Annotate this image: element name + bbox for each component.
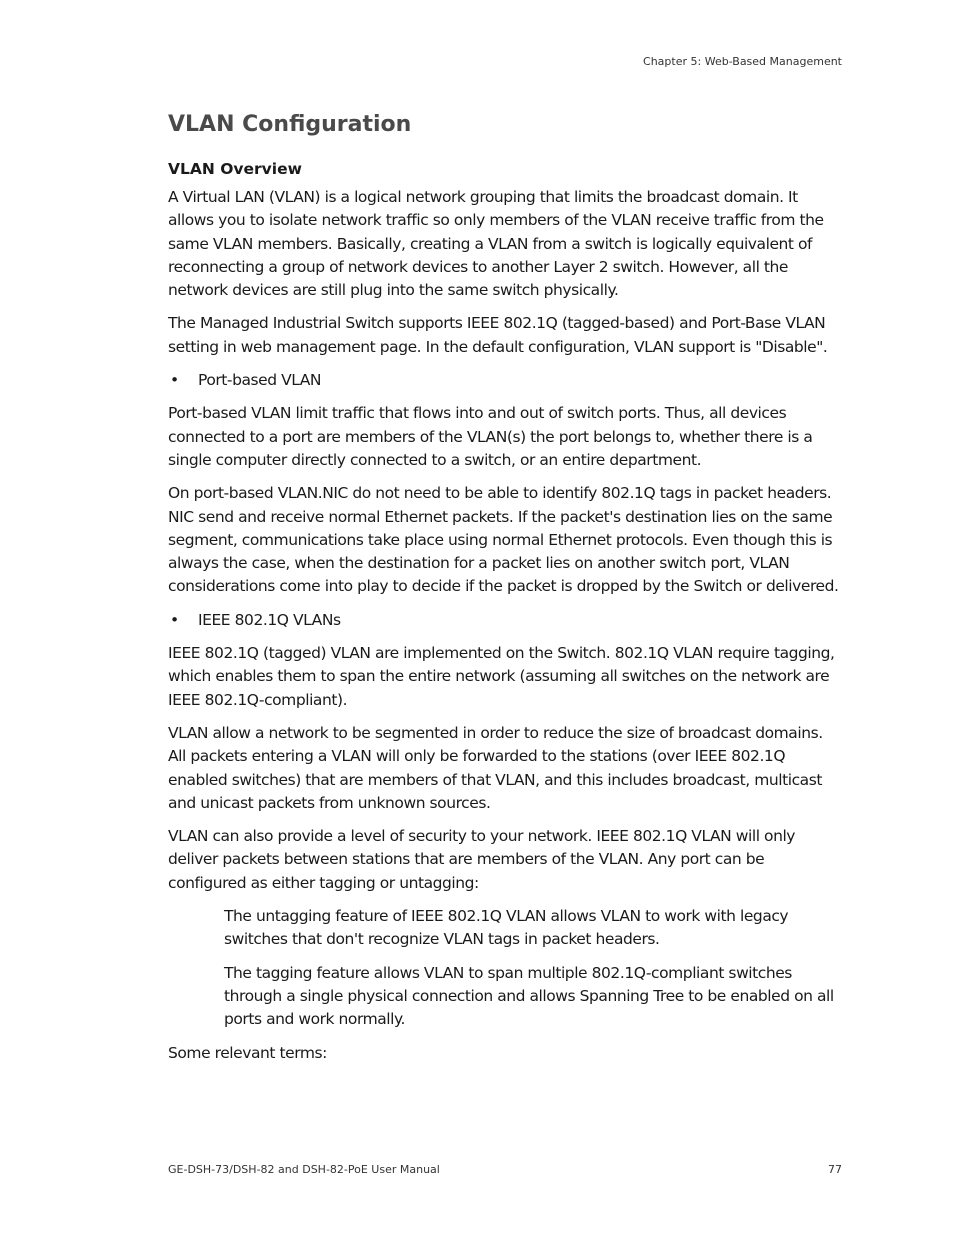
manual-title: GE-DSH-73/DSH-82 and DSH-82-PoE User Manual [168, 1163, 440, 1176]
bullet-icon: • [170, 610, 179, 629]
bullet-label: IEEE 802.1Q VLANs [198, 610, 341, 629]
paragraph-security: VLAN can also provide a level of security to your network. IEEE 802.1Q VLAN will only deliver packets between stations that are members of the VLAN. Any port can be configured as either tagging or untagging: [168, 827, 796, 892]
paragraph-port-based-limit: Port-based VLAN limit traffic that flows into and out of switch ports. Thus, all devices connected to a port are members of the VLAN(s) the port belongs to, whether there is a single computer directly connected to a switch, or an entire department. [168, 404, 813, 469]
bullet-ieee-8021q [168, 609, 842, 632]
paragraph-tagged-vlan: IEEE 802.1Q (tagged) VLAN are implemented on the Switch. 802.1Q VLAN require tagging, which enables them to span the entire network (assuming all switches on the network are IEEE 802.1Q-compliant). [168, 644, 835, 709]
running-header: Chapter 5: Web-Based Management [643, 55, 842, 68]
running-footer [168, 1163, 842, 1176]
paragraph-tagging: The tagging feature allows VLAN to span multiple 802.1Q-compliant switches through a single physical connection and allows Spanning Tree to be enabled on all ports and work normally. [224, 963, 834, 1029]
subsection-title: VLAN Overview [168, 160, 302, 178]
paragraph-relevant-terms: Some relevant terms: [168, 1043, 327, 1062]
paragraph-port-based-nic: On port-based VLAN.NIC do not need to be able to identify 802.1Q tags in packet headers. NIC send and receive normal Ethernet packets. If the packet's destination lies on the same segment, communications take place using normal Ethernet protocols. Even though this is always the case, when the destination for a packet lies on another switch port, VLAN considerations come into play to decide if the packet is dropped by the Switch or delivered. [168, 484, 839, 596]
page-number: 77 [828, 1163, 842, 1176]
paragraph-switch-support: The Managed Industrial Switch supports IEEE 802.1Q (tagged-based) and Port-Base VLAN setting in web management page. In the default configuration, VLAN support is "Disable". [168, 314, 828, 356]
bullet-port-based-vlan [168, 369, 842, 392]
paragraph-vlan-definition: A Virtual LAN (VLAN) is a logical network grouping that limits the broadcast domain. It allows you to isolate network traffic so only members of the VLAN receive traffic from the same VLAN members. Basically, creating a VLAN from a switch is logically equivalent of reconnecting a group of network devices to another Layer 2 switch. However, all the network devices are still plug into the same switch physically. [168, 188, 824, 300]
bullet-label: Port-based VLAN [198, 371, 322, 390]
bullet-icon: • [170, 371, 179, 390]
page-content [168, 110, 842, 1075]
paragraph-untagging: The untagging feature of IEEE 802.1Q VLAN allows VLAN to work with legacy switches that don't recognize VLAN tags in packet headers. [224, 907, 789, 949]
paragraph-segmentation: VLAN allow a network to be segmented in order to reduce the size of broadcast domains. All packets entering a VLAN will only be forwarded to the stations (over IEEE 802.1Q enabled switches) that are members of that VLAN, and this includes broadcast, multicast and unicast packets from unknown sources. [168, 723, 823, 812]
section-title: VLAN Configuration [168, 112, 412, 137]
